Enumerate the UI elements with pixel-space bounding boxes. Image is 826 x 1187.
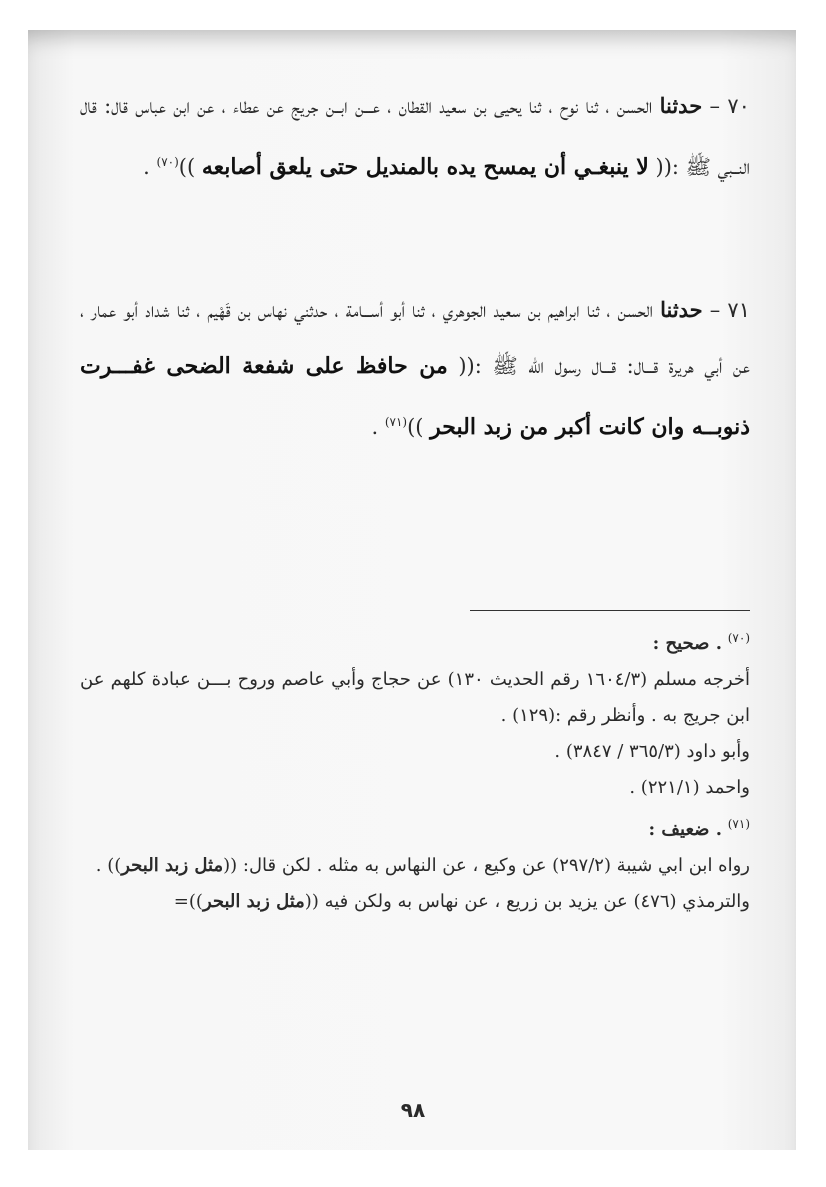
hadith-71	[80, 282, 750, 455]
footnote-line	[80, 884, 750, 920]
footnote-text: )) .	[95, 855, 122, 876]
hadith-number: ٧١ –	[709, 298, 750, 322]
footnote-ref: (٧١)	[384, 415, 408, 429]
hadith-close: ))	[407, 415, 424, 439]
footnote-quote: مثل زبد البحر	[121, 855, 224, 876]
footnote-text: رواه ابن ابي شيبة (٢٩٧/٢) عن وكيع ، عن النهاس به مثله . لكن قال: ((	[223, 855, 750, 876]
hadith-isnad: الحسن ، ثنا نوح ، ثنا يحيى بن سعيد القطان ، عـــن ابــن جريج عن عطاء ، عن ابن عباس قال: قال النــبي ﷺ :((	[80, 94, 750, 179]
grade-label: . ضعيف :	[648, 819, 722, 840]
grade-label: . صحيح :	[652, 633, 722, 654]
footnote-quote: مثل زبد البحر	[202, 891, 305, 912]
hadith-end: .	[371, 415, 379, 439]
hadith-label: حدثنا	[659, 93, 703, 118]
footnote-number: (٧٠)	[727, 631, 750, 645]
footnote-text: ))=	[173, 891, 203, 912]
footnote-text: والترمذي (٤٧٦) عن يزيد بن زريع ، عن نهاس به ولكن فيه ((	[304, 891, 750, 912]
footnote-line: أخرجه مسلم (١٦٠٤/٣ رقم الحديث ١٣٠) عن حجاج وأبي عاصم وروح بـــن عبادة كلهم عن ابن جريج به . وأنظر رقم :(١٢٩) .	[80, 669, 750, 726]
hadith-matn: لا ينبغـي أن يمسح يده بالمنديل حتى يلعق أصابعه	[201, 154, 649, 180]
page-number: ٩٨	[400, 1098, 426, 1122]
footnote-number: (٧١)	[727, 817, 750, 831]
hadith-label: حدثنا	[660, 297, 703, 322]
hadith-close: ))	[178, 155, 196, 179]
footnote-line	[80, 848, 750, 884]
footnote-line: وأبو داود (٣٦٥/٣ / ٣٨٤٧) .	[554, 741, 750, 762]
hadith-matn: من حافظ على شفعة الضحى غفـــرت ذنوبــه وان كانت أكبر من زبد البحر	[80, 353, 750, 440]
footnote-ref: (٧٠)	[156, 155, 179, 169]
footnote-divider	[470, 610, 750, 611]
hadith-70	[80, 78, 750, 195]
book-page	[28, 30, 796, 1150]
hadith-end: .	[143, 155, 150, 179]
footnotes	[80, 620, 750, 920]
hadith-number: ٧٠ –	[709, 94, 750, 118]
footnote-line: واحمد (٢٢١/١) .	[629, 777, 750, 798]
hadith-isnad: الحسن ، ثنا ابراهيم بن سعيد الجوهري ، ثنا أبو أســـامة ، حدثني نهاس بن قَهْيم ، ثنا شداد أبو عمار ، عن أبي هريرة قـــال: قـــال رسول الله ﷺ :((	[80, 298, 750, 378]
